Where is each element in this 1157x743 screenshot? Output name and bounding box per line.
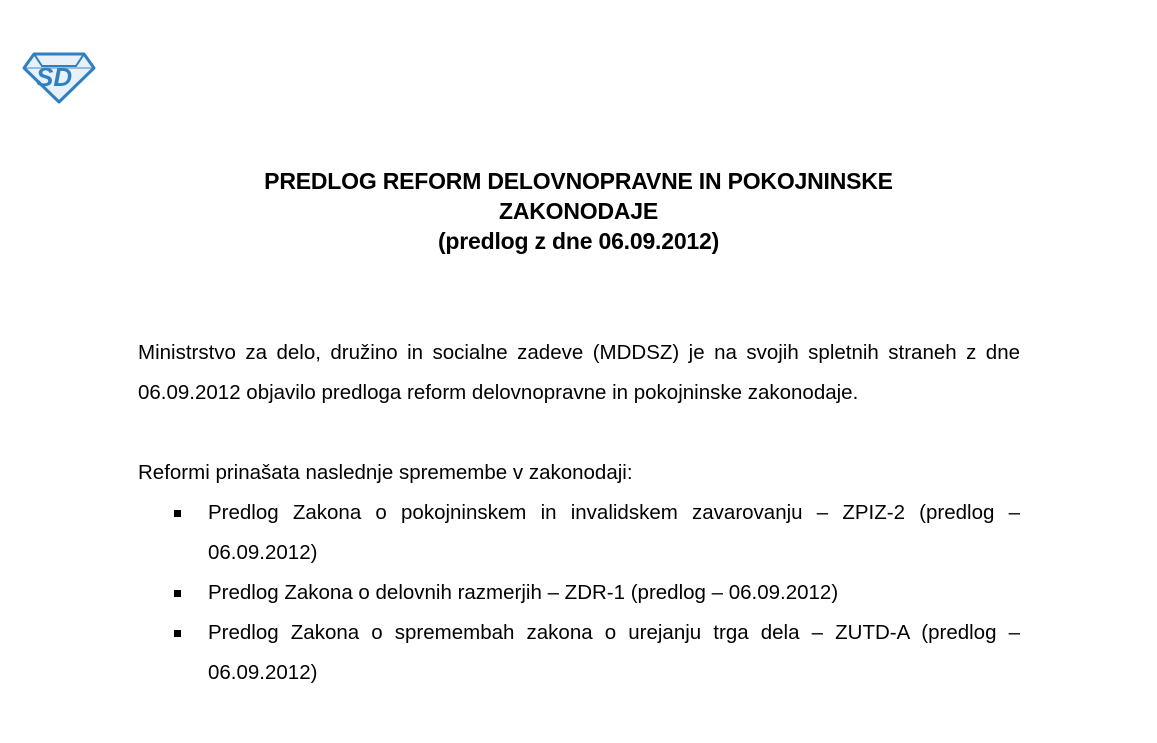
list-item	[138, 613, 1020, 693]
square-bullet-icon	[174, 630, 181, 637]
list-heading: Reformi prinašata naslednje spremembe v zakonodaji:	[138, 461, 633, 484]
document-body	[138, 333, 1020, 693]
document-title	[0, 166, 1157, 256]
list-item-text: Predlog Zakona o pokojninskem in invalidskem zavarovanju – ZPIZ-2 (predlog – 06.09.2012)	[208, 501, 1020, 564]
title-line-1: PREDLOG REFORM DELOVNOPRAVNE IN POKOJNINSKE	[264, 168, 893, 194]
logo-graphic	[22, 50, 96, 104]
sd-shield-logo-icon	[22, 50, 96, 104]
title-line-2: ZAKONODAJE	[498, 198, 658, 224]
square-bullet-icon	[174, 590, 181, 597]
intro-paragraph: Ministrstvo za delo, družino in socialne zadeve (MDDSZ) je na svojih spletnih straneh z dne 06.09.2012 objavilo predloga reform delovnopravne in pokojninske zakonodaje.	[138, 341, 1020, 404]
list-item	[138, 493, 1020, 573]
logo-text: SD	[36, 62, 73, 92]
list-item-text: Predlog Zakona o spremembah zakona o urejanju trga dela – ZUTD-A (predlog – 06.09.2012)	[208, 621, 1020, 684]
paragraph-gap	[138, 413, 1020, 453]
square-bullet-icon	[174, 510, 181, 517]
list-item-text: Predlog Zakona o delovnih razmerjih – ZDR-1 (predlog – 06.09.2012)	[208, 581, 839, 604]
list-item	[138, 573, 1020, 613]
reform-list	[138, 493, 1020, 693]
title-subtitle: (predlog z dne 06.09.2012)	[437, 228, 720, 254]
